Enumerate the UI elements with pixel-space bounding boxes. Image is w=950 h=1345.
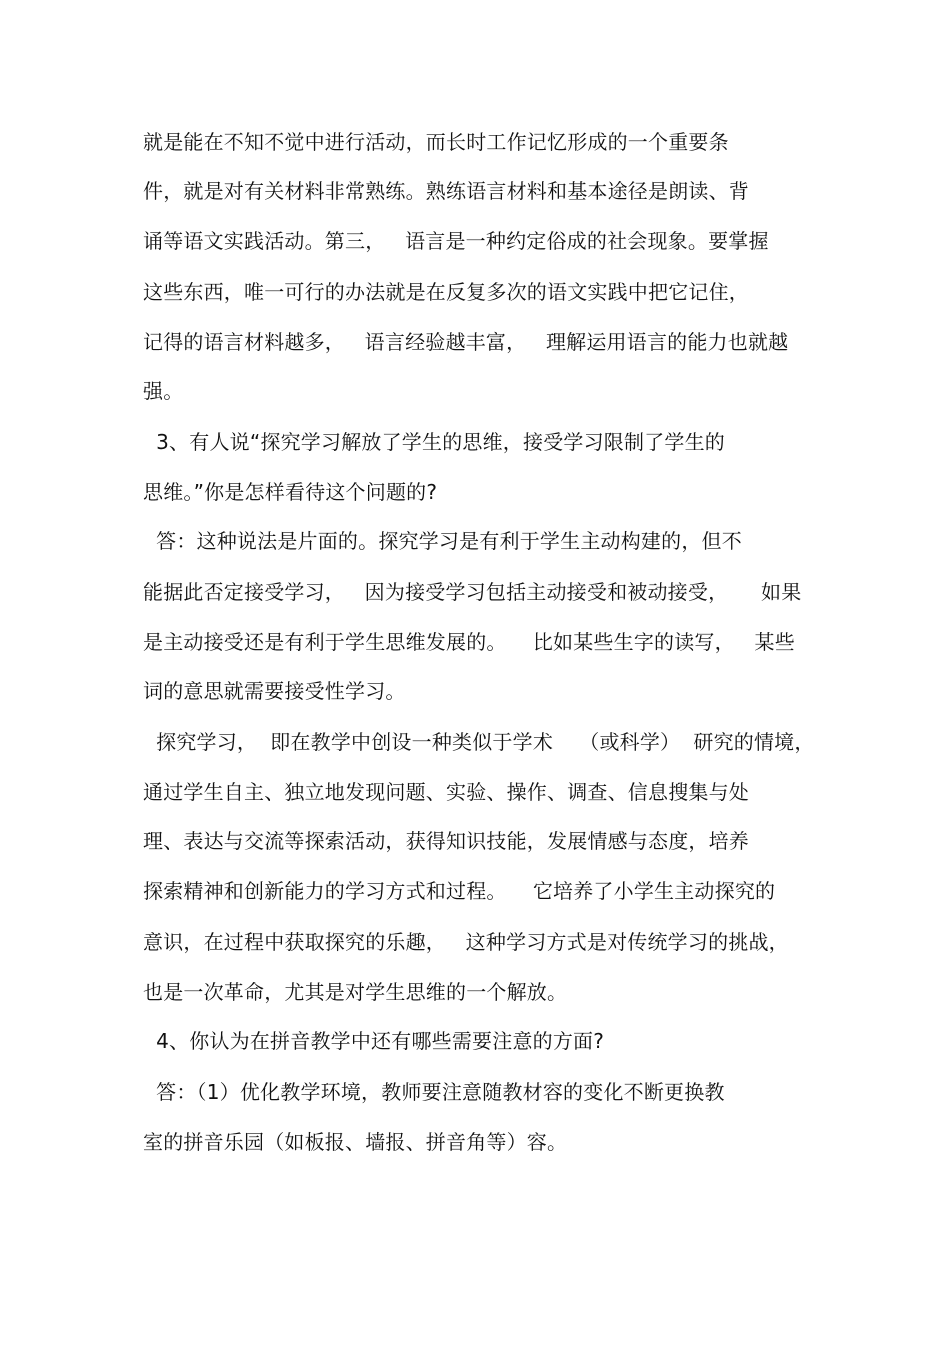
answer-line: 答：这种说法是片面的。探究学习是有利于学生主动构建的，但不 — [143, 529, 742, 553]
text-line: 意识，在过程中获取探究的乐趣， 这种学习方式是对传统学习的挑战， — [143, 930, 789, 954]
text-line: 这些东西，唯一可行的办法就是在反复多次的语文实践中把它记住， — [143, 280, 749, 304]
answer-line: 答：（1）优化教学环境，教师要注意随教材容的变化不断更换教 — [143, 1080, 725, 1104]
text-line: 件，就是对有关材料非常熟练。熟练语言材料和基本途径是朗读、背 — [143, 179, 749, 203]
answer-line: 是主动接受还是有利于学生思维发展的。 比如某些生字的读写， 某些 — [143, 630, 795, 654]
answer-line: 室的拼音乐园（如板报、墙报、拼音角等）容。 — [143, 1130, 568, 1154]
answer-line: 能据此否定接受学习， 因为接受学习包括主动接受和被动接受， 如果 — [143, 580, 802, 604]
text-line: 通过学生自主、独立地发现问题、实验、操作、调查、信息搜集与处 — [143, 780, 749, 804]
question-line: 4、你认为在拼音教学中还有哪些需要注意的方面? — [143, 1029, 605, 1053]
text-line: 就是能在不知不觉中进行活动，而长时工作记忆形成的一个重要条 — [143, 130, 729, 154]
answer-line: 词的意思就需要接受性学习。 — [143, 679, 406, 703]
text-line: 记得的语言材料越多， 语言经验越丰富， 理解运用语言的能力也就越 — [143, 330, 789, 354]
text-line: 理、表达与交流等探索活动，获得知识技能，发展情感与态度，培养 — [143, 829, 749, 853]
text-line: 探究学习， 即在教学中创设一种类似于学术 （或科学） 研究的情境， — [143, 730, 815, 754]
text-line: 强。 — [143, 379, 184, 403]
text-line: 也是一次革命，尤其是对学生思维的一个解放。 — [143, 980, 568, 1004]
text-line: 探索精神和创新能力的学习方式和过程。 它培养了小学生主动探究的 — [143, 879, 776, 903]
text-line: 诵等语文实践活动。第三， 语言是一种约定俗成的社会现象。要掌握 — [143, 229, 769, 253]
question-line: 3、有人说“探究学习解放了学生的思维，接受学习限制了学生的 — [143, 430, 726, 454]
question-line: 思维。”你是怎样看待这个问题的? — [143, 480, 438, 504]
